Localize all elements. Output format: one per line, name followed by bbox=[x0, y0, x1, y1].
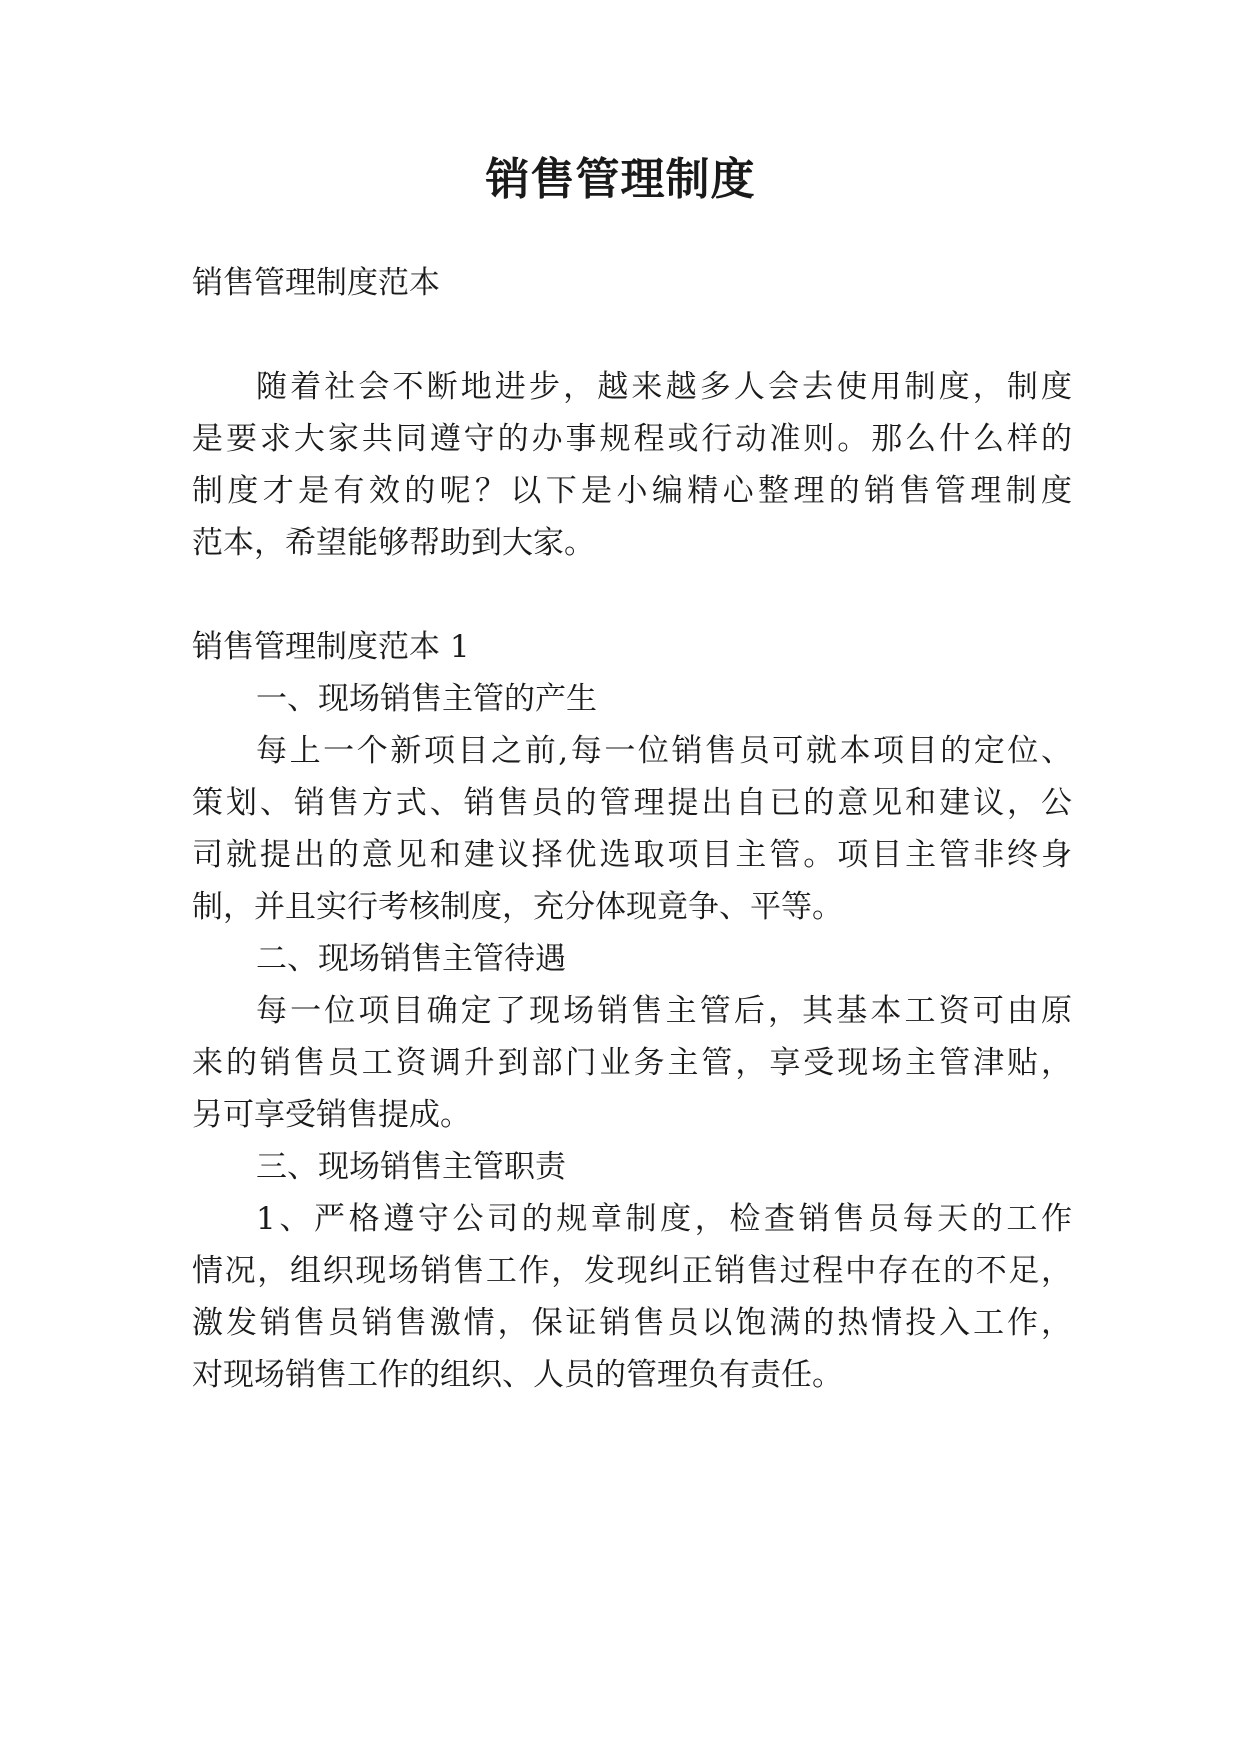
heading-1: 一、现场销售主管的产生 bbox=[256, 681, 597, 717]
heading-3: 三、现场销售主管职责 bbox=[256, 1149, 566, 1185]
para-3-line-3: 激发销售员销售激情，保证销售员以饱满的热情投入工作， bbox=[192, 1305, 1072, 1341]
intro-line-2: 是要求大家共同遵守的办事规程或行动准则。那么什么样的 bbox=[192, 421, 1072, 457]
intro-line-3: 制度才是有效的呢？以下是小编精心整理的销售管理制度 bbox=[192, 473, 1072, 509]
document-title: 销售管理制度 bbox=[485, 154, 756, 205]
intro-line-4: 范本，希望能够帮助到大家。 bbox=[192, 525, 595, 561]
heading-2: 二、现场销售主管待遇 bbox=[256, 941, 566, 977]
intro-line-1: 随着社会不断地进步，越来越多人会去使用制度，制度 bbox=[256, 369, 1072, 405]
para-2-line-2: 来的销售员工资调升到部门业务主管，享受现场主管津贴， bbox=[192, 1045, 1072, 1081]
para-1-line-2: 策划、销售方式、销售员的管理提出自已的意见和建议，公 bbox=[192, 785, 1072, 821]
document-subtitle: 销售管理制度范本 bbox=[192, 265, 440, 301]
para-2-line-3: 另可享受销售提成。 bbox=[192, 1097, 471, 1133]
para-3-line-2: 情况，组织现场销售工作，发现纠正销售过程中存在的不足， bbox=[192, 1253, 1072, 1289]
para-2-line-1: 每一位项目确定了现场销售主管后，其基本工资可由原 bbox=[256, 993, 1072, 1029]
para-1-line-1: 每上一个新项目之前,每一位销售员可就本项目的定位、 bbox=[256, 733, 1072, 769]
para-1-line-4: 制，并且实行考核制度，充分体现竟争、平等。 bbox=[192, 889, 843, 925]
section-title: 销售管理制度范本 1 bbox=[192, 629, 470, 665]
para-1-line-3: 司就提出的意见和建议择优选取项目主管。项目主管非终身 bbox=[192, 837, 1072, 873]
para-3-line-4: 对现场销售工作的组织、人员的管理负有责任。 bbox=[192, 1357, 843, 1393]
para-3-line-1: 1、严格遵守公司的规章制度，检查销售员每天的工作 bbox=[256, 1201, 1072, 1237]
